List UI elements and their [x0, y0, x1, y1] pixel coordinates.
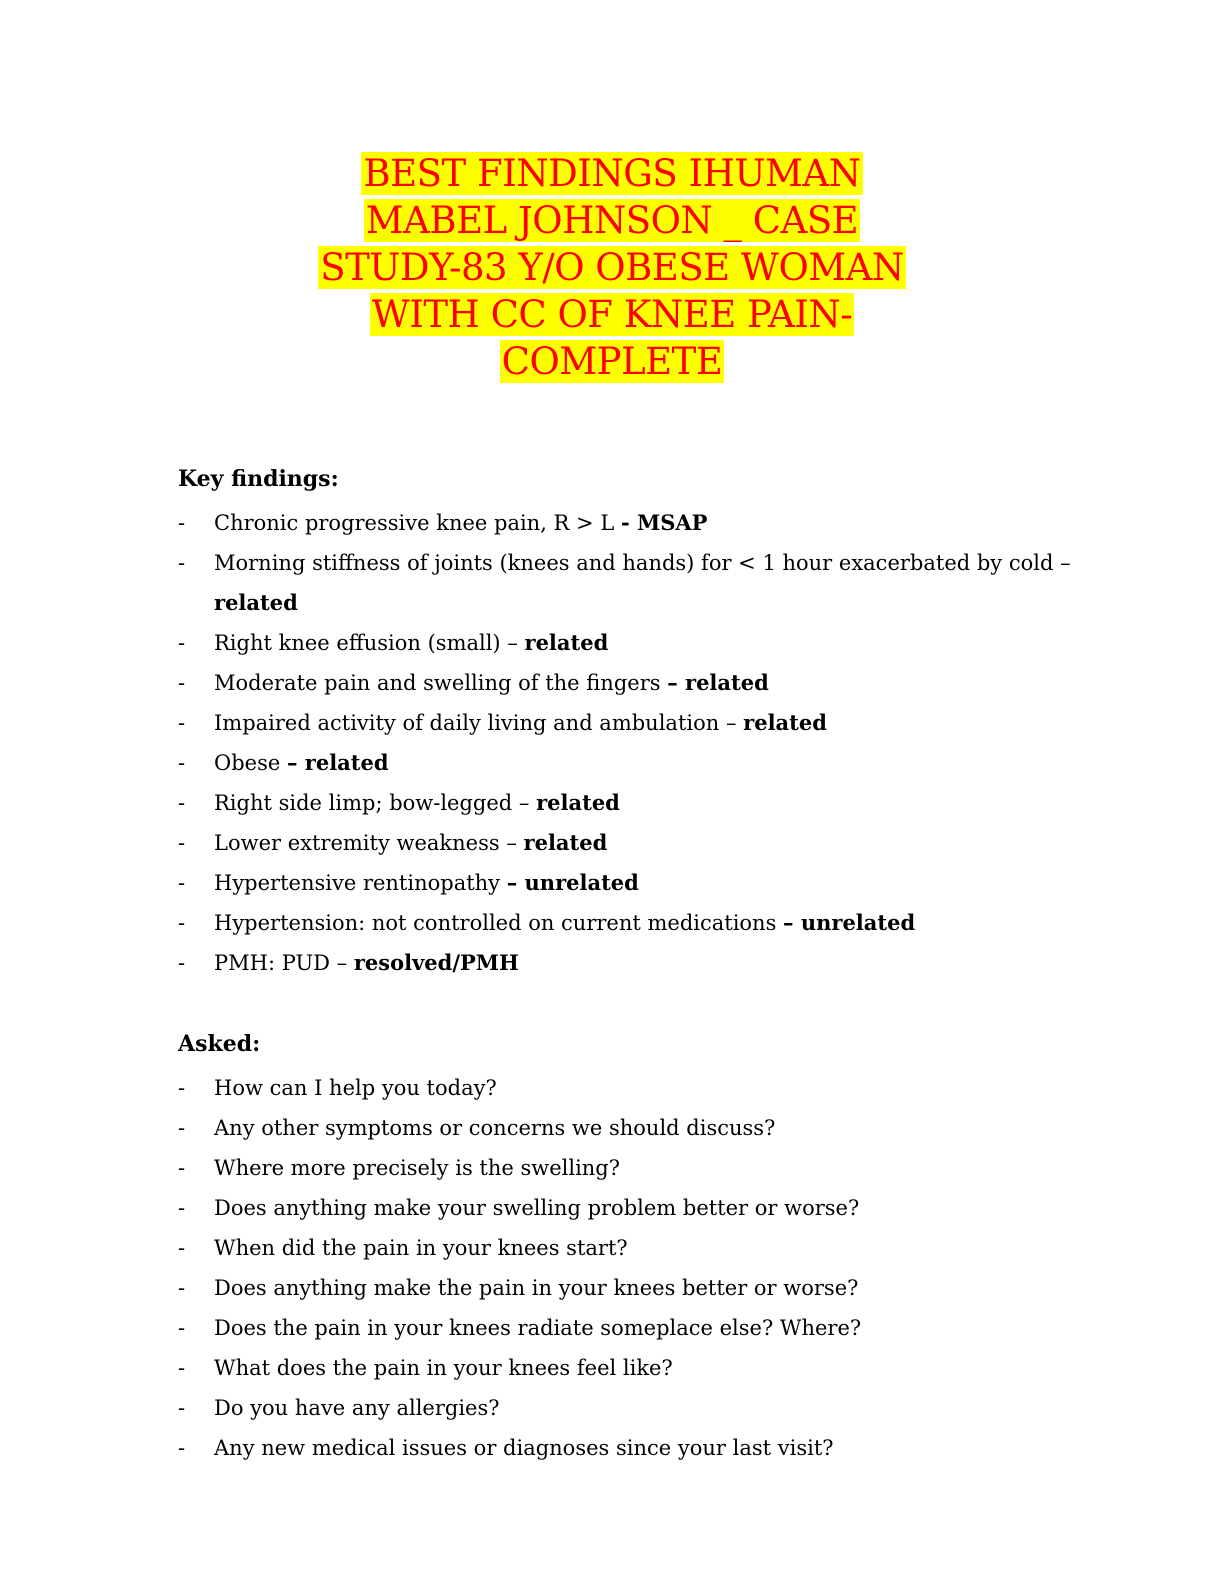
list-item	[178, 783, 1078, 823]
list-item	[178, 943, 1078, 983]
list-item	[178, 903, 1078, 943]
title-line-text: STUDY-83 Y/O OBESE WOMAN	[320, 246, 904, 289]
finding-text: Chronic progressive knee pain, R > L	[214, 511, 621, 535]
finding-tag: related	[685, 670, 769, 695]
question-text: Do you have any allergies?	[214, 1396, 500, 1420]
bullet-dash: -	[178, 1356, 186, 1380]
list-item	[178, 1428, 1078, 1468]
title-line-text: BEST FINDINGS IHUMAN	[363, 152, 861, 195]
finding-separator: –	[725, 711, 744, 735]
list-item	[178, 1308, 1078, 1348]
finding-separator: –	[506, 870, 525, 895]
question-text: Does anything make the pain in your knees better or worse?	[214, 1276, 859, 1300]
list-item	[178, 1068, 1078, 1108]
finding-tag: related	[214, 590, 298, 615]
bullet-dash: -	[178, 671, 186, 695]
finding-tag: related	[304, 750, 389, 775]
finding-tag: MSAP	[636, 510, 708, 535]
list-item	[178, 823, 1078, 863]
list-item	[178, 1188, 1078, 1228]
list-item	[178, 1108, 1078, 1148]
question-text: When did the pain in your knees start?	[214, 1236, 628, 1260]
finding-tag: related	[743, 710, 827, 735]
finding-text: Hypertension: not controlled on current medications	[214, 911, 784, 935]
list-item	[178, 663, 1078, 703]
bullet-dash: -	[178, 1076, 186, 1100]
list-item	[178, 1148, 1078, 1188]
bullet-dash: -	[178, 1436, 186, 1460]
bullet-dash: -	[178, 511, 186, 535]
title-line-text: COMPLETE	[501, 340, 723, 383]
title-line	[0, 150, 1224, 197]
finding-separator: –	[507, 631, 525, 655]
question-text: Where more precisely is the swelling?	[214, 1156, 621, 1180]
finding-text: PMH: PUD	[214, 951, 337, 975]
bullet-dash: -	[178, 831, 186, 855]
finding-text: Right knee effusion (small)	[214, 631, 508, 655]
finding-tag: related	[536, 790, 620, 815]
title-line-text: WITH CC OF KNEE PAIN-	[371, 293, 853, 336]
asked-list	[178, 1068, 1078, 1468]
finding-text: Obese	[214, 751, 287, 775]
list-item	[178, 743, 1078, 783]
finding-text: Morning stiffness of joints (knees and hands) for < 1 hour exacerbated by cold	[214, 551, 1061, 575]
question-text: What does the pain in your knees feel like?	[214, 1356, 673, 1380]
bullet-dash: -	[178, 1316, 186, 1340]
finding-text: Lower extremity weakness	[214, 831, 507, 855]
finding-separator: –	[667, 670, 685, 695]
finding-tag: related	[524, 630, 609, 655]
list-item	[178, 1388, 1078, 1428]
list-item	[178, 543, 1078, 623]
finding-tag: unrelated	[800, 910, 916, 935]
asked-heading: Asked:	[178, 1031, 261, 1057]
question-text: Does anything make your swelling problem better or worse?	[214, 1196, 860, 1220]
title-line	[0, 338, 1224, 385]
bullet-dash: -	[178, 951, 186, 975]
finding-text: Impaired activity of daily living and ambulation	[214, 711, 726, 735]
bullet-dash: -	[178, 871, 186, 895]
list-item	[178, 703, 1078, 743]
list-item	[178, 1268, 1078, 1308]
finding-tag: related	[523, 830, 608, 855]
finding-tag: resolved/PMH	[353, 950, 519, 975]
finding-tag: unrelated	[524, 870, 639, 895]
document-title	[0, 150, 1224, 385]
finding-text: Hypertensive rentinopathy	[214, 871, 507, 895]
finding-text: Moderate pain and swelling of the fingers	[214, 671, 668, 695]
finding-separator: –	[518, 791, 537, 815]
title-line	[0, 244, 1224, 291]
bullet-dash: -	[178, 1156, 186, 1180]
question-text: Any other symptoms or concerns we should discuss?	[214, 1116, 776, 1140]
bullet-dash: -	[178, 1276, 186, 1300]
finding-separator: –	[286, 750, 305, 775]
bullet-dash: -	[178, 791, 186, 815]
question-text: Any new medical issues or diagnoses since your last visit?	[214, 1436, 834, 1460]
question-text: Does the pain in your knees radiate someplace else? Where?	[214, 1316, 862, 1340]
list-item	[178, 863, 1078, 903]
bullet-dash: -	[178, 1116, 186, 1140]
finding-text: Right side limp; bow-legged	[214, 791, 519, 815]
question-text: How can I help you today?	[214, 1076, 497, 1100]
title-line-text: MABEL JOHNSON _ CASE	[365, 199, 859, 242]
list-item	[178, 1348, 1078, 1388]
finding-separator: -	[620, 510, 637, 535]
key-findings-heading: Key findings:	[178, 466, 339, 492]
bullet-dash: -	[178, 911, 186, 935]
bullet-dash: -	[178, 631, 186, 655]
finding-separator: –	[506, 831, 524, 855]
bullet-dash: -	[178, 751, 186, 775]
list-item	[178, 503, 1078, 543]
bullet-dash: -	[178, 1196, 186, 1220]
bullet-dash: -	[178, 1236, 186, 1260]
finding-separator: –	[783, 910, 801, 935]
key-findings-list	[178, 503, 1078, 983]
bullet-dash: -	[178, 711, 186, 735]
list-item	[178, 623, 1078, 663]
title-line	[0, 197, 1224, 244]
bullet-dash: -	[178, 551, 186, 575]
finding-separator: –	[1060, 551, 1071, 575]
finding-separator: –	[336, 951, 354, 975]
bullet-dash: -	[178, 1396, 186, 1420]
title-line	[0, 291, 1224, 338]
list-item	[178, 1228, 1078, 1268]
